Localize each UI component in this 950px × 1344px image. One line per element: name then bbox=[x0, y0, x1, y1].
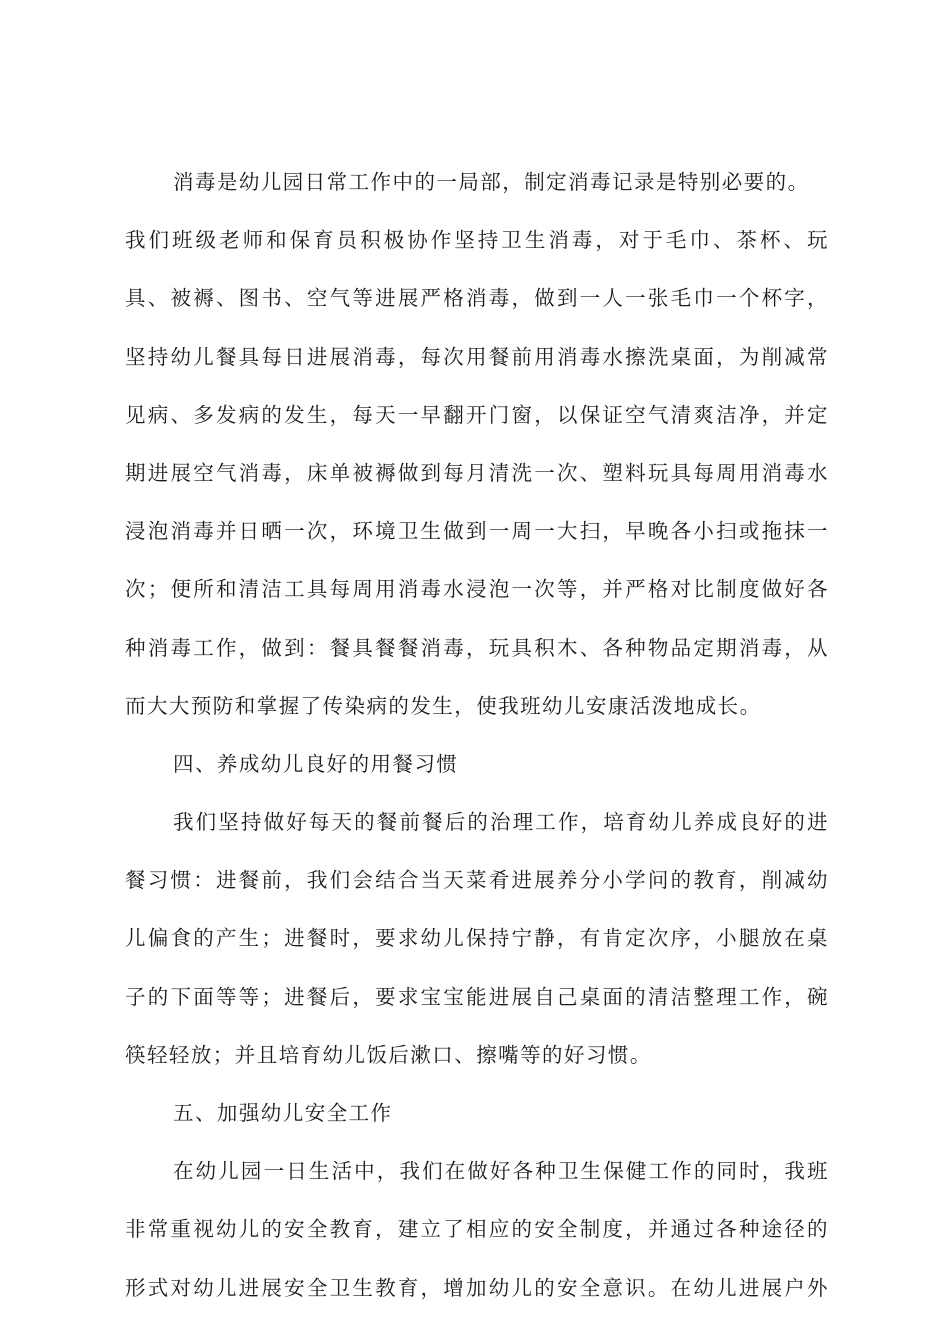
section-heading: 五、加强幼儿安全工作 bbox=[173, 1101, 393, 1125]
paragraph-line: 见病、多发病的发生，每天一早翻开门窗，以保证空气清爽洁净，并定 bbox=[125, 402, 829, 427]
paragraph-line: 消毒是幼儿园日常工作中的一局部，制定消毒记录是特别必要的。 bbox=[173, 170, 810, 194]
paragraph-line: 期进展空气消毒，床单被褥做到每月清洗一次、塑料玩具每周用消毒水 bbox=[125, 460, 829, 485]
paragraph-line: 筷轻轻放；并且培育幼儿饭后漱口、擦嘴等的好习惯。 bbox=[125, 1042, 652, 1067]
section-heading: 四、养成幼儿良好的用餐习惯 bbox=[173, 751, 459, 776]
paragraph-line: 非常重视幼儿的安全教育，建立了相应的安全制度，并通过各种途径的 bbox=[125, 1217, 829, 1242]
paragraph-line: 我们坚持做好每天的餐前餐后的治理工作，培育幼儿养成良好的进 bbox=[173, 810, 829, 835]
paragraph-line: 而大大预防和掌握了传染病的发生，使我班幼儿安康活泼地成长。 bbox=[125, 693, 762, 718]
paragraph-line: 坚持幼儿餐具每日进展消毒，每次用餐前用消毒水擦洗桌面，为削减常 bbox=[125, 344, 829, 369]
paragraph-line: 形式对幼儿进展安全卫生教育，增加幼儿的安全意识。在幼儿进展户外 bbox=[125, 1275, 829, 1300]
paragraph-line: 在幼儿园一日生活中，我们在做好各种卫生保健工作的同时，我班 bbox=[173, 1159, 829, 1184]
paragraph-line: 儿偏食的产生；进餐时，要求幼儿保持宁静，有肯定次序，小腿放在桌 bbox=[125, 926, 829, 951]
paragraph-line: 具、被褥、图书、空气等进展严格消毒，做到一人一张毛巾一个杯字， bbox=[125, 286, 829, 311]
paragraph-line: 我们班级老师和保育员积极协作坚持卫生消毒，对于毛巾、茶杯、玩 bbox=[125, 228, 829, 253]
paragraph-line: 餐习惯：进餐前，我们会结合当天菜肴进展养分小学问的教育，削减幼 bbox=[125, 868, 829, 893]
document-body bbox=[125, 153, 829, 1317]
paragraph-line: 种消毒工作，做到：餐具餐餐消毒，玩具积木、各种物品定期消毒，从 bbox=[125, 635, 829, 660]
paragraph-line: 子的下面等等；进餐后，要求宝宝能进展自己桌面的清洁整理工作，碗 bbox=[125, 984, 829, 1009]
paragraph-line: 次；便所和清洁工具每周用消毒水浸泡一次等，并严格对比制度做好各 bbox=[125, 577, 829, 602]
paragraph-line: 浸泡消毒并日晒一次，环境卫生做到一周一大扫，早晚各小扫或拖抹一 bbox=[125, 519, 829, 544]
